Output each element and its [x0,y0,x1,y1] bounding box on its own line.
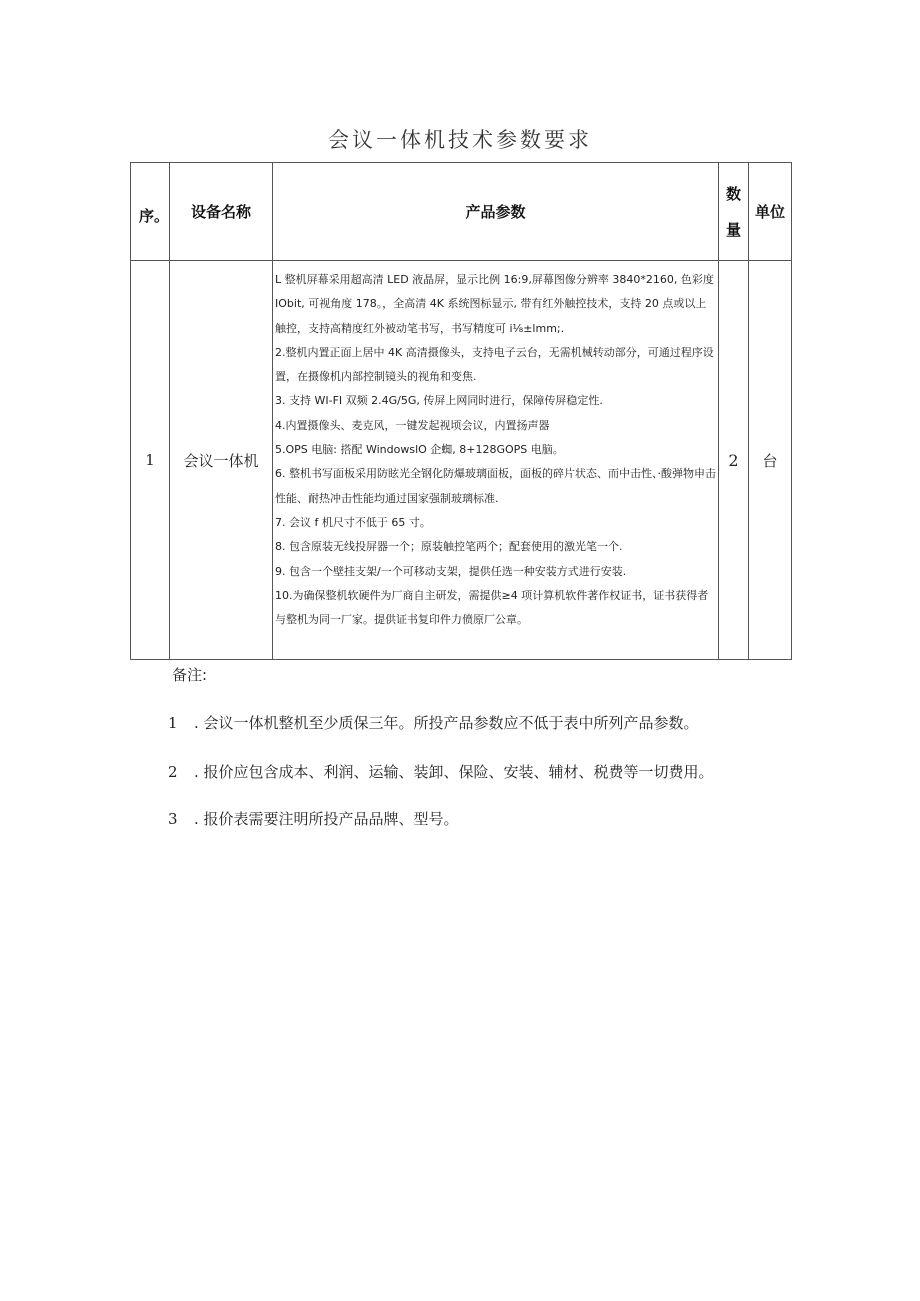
header-product-params: 产品参数 [273,163,719,261]
note-number: 1 [168,714,178,732]
param-item: 9. 包含一个壁挂支架/一个可移动支架，提供任选一种安装方式进行安装. [275,564,627,578]
note-text: . 报价应包含成本、利润、运输、装卸、保险、安装、辅材、税费等一切费用。 [194,763,714,781]
param-item: L 整机屏幕采用超高清 LED 液晶屏，显示比例 16:9,屏幕图像分辨率 3840*2160, 色彩度 IObit, 可视角度 178。，全高清 4K 系统图标显示, 带有红外触控技术，支持 20 点或以上触控，支持高精度红外被动笔书写，书写精度可 i⅛±lmm;. [275,273,718,335]
table-row [131,261,792,660]
header-quantity: 数量 [719,163,749,261]
header-device-name: 设备名称 [170,163,273,261]
header-unit: 单位 [749,163,792,261]
param-item: 8. 包含原装无线投屏器一个；原装触控笔两个；配套使用的激光笔一个. [275,540,623,554]
param-item: 2.整机内置正面上居中 4K 高清摄像头，支持电子云台，无需机械转动部分，可通过程序设置，在摄像机内部控制镜头的视角和变焦. [275,345,714,384]
param-item: 5.OPS 电脑: 搭配 WindowslO 企蜘, 8+128GOPS 电脑。 [275,443,564,457]
param-item: 6. 整机书写面板采用防眩光全钢化防爆玻璃面板，面板的碎片状态、而中击性、·酸弹物申击性能、耐热冲击性能均通过国家强制玻璃标准. [275,467,716,505]
cell-seq: 1 [131,261,170,660]
page-title: 会议一体机技术参数要求 [328,128,592,152]
note-text: . 会议一体机整机至少质保三年。所投产品参数应不低于表中所列产品参数。 [194,714,699,732]
note-item [168,808,459,829]
cell-unit: 台 [749,261,792,660]
param-item: 3. 支持 WI-FI 双频 2.4G/5G, 传屏上网同时进行，保障传屏稳定性. [275,394,603,408]
note-item [168,712,699,733]
param-item: 4.内置摄像头、麦克风，一键发起视顷会议，内置扬声器 [275,418,550,432]
note-number: 2 [168,763,178,781]
note-text: . 报价表需要注明所投产品品牌、型号。 [194,810,459,828]
header-seq: 序。 [131,163,170,261]
param-item: 7. 会议 f 机尺寸不低于 65 寸。 [275,515,431,529]
notes-heading: 备注: [172,666,208,684]
note-item [168,761,714,782]
note-number: 3 [168,810,178,828]
spec-table [130,162,792,660]
param-item: 10.为确保整机软硬件为厂商自主研发，需提供≥4 项计算机软件著作权证书，证书获得者与整机为同一厂家。提供证书复印件力偾原厂公章。 [275,588,709,627]
table-header-row [131,163,792,261]
cell-product-params [273,261,719,660]
cell-quantity: 2 [719,261,749,660]
cell-device-name: 会议一体机 [170,261,273,660]
